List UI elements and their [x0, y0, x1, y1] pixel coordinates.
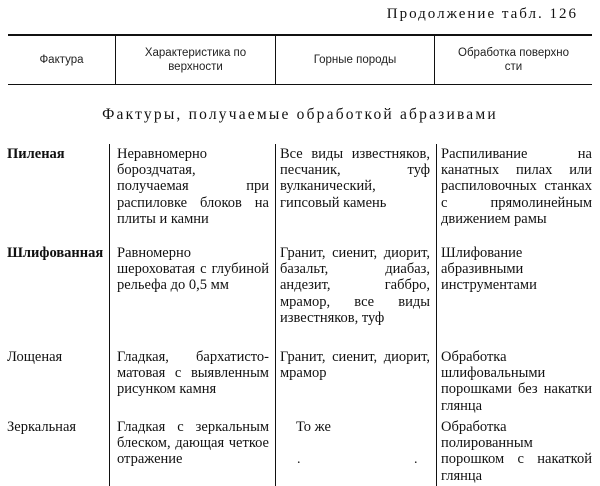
row-3-characteristic: Гладкая, бархатисто-матовая с выявленным рисунком камня	[117, 349, 269, 398]
row-1-processing: Распиливание на канатных пилах или распиловочных станках с прямолинейным движением рамы	[441, 146, 592, 227]
row-1-rocks: Все виды известняков, песчаник, туф вулканический, гипсовый камень	[280, 146, 430, 211]
header-characteristic: Характеристика по верхности	[144, 47, 247, 73]
header-bottom-rule	[8, 84, 592, 85]
print-speck: .	[297, 452, 301, 467]
row-3-rocks: Гранит, сиенит, диорит, мрамор	[280, 349, 430, 382]
table-top-rule	[8, 34, 592, 36]
row-2-processing: Шлифование абразивными инструментами	[441, 245, 537, 294]
row-4-rocks: То же	[296, 419, 331, 435]
body-divider-2	[275, 144, 276, 486]
row-2-rocks: Гранит, сиенит, диорит, базальт, диабаз, андезит, габбро, мрамор, все виды известняков, туф	[280, 245, 430, 326]
row-4-texture: Зеркальная	[7, 419, 77, 435]
row-1-texture: Пиленая	[7, 146, 65, 162]
row-1-characteristic: Неравномерно бороздчатая, получаемая при распиловке блоков на плиты и камни	[117, 146, 269, 227]
print-speck: .	[414, 452, 418, 467]
row-4-processing: Обработка полированным порошком с накаткой глянца	[441, 419, 592, 484]
header-texture: Фактура	[39, 54, 84, 66]
row-2-characteristic: Равномерно шероховатая с глубиной рельефа до 0,5 мм	[117, 245, 269, 294]
table-caption: Продолжение табл. 126	[386, 6, 578, 22]
header-rocks: Горные породы	[313, 54, 397, 66]
header-processing: Обработка поверхно сти	[458, 47, 569, 73]
row-3-processing: Обработка шлифовальными порошками без накатки глянца	[441, 349, 592, 414]
row-2-texture: Шлифованная	[7, 245, 104, 261]
row-3-texture: Лощеная	[7, 349, 63, 365]
body-divider-3	[436, 144, 437, 486]
body-divider-1	[109, 144, 110, 486]
section-title: Фактуры, получаемые обработкой абразивами	[102, 106, 498, 123]
row-4-characteristic: Гладкая с зеркальным блеском, дающая четкое отражение	[117, 419, 269, 468]
